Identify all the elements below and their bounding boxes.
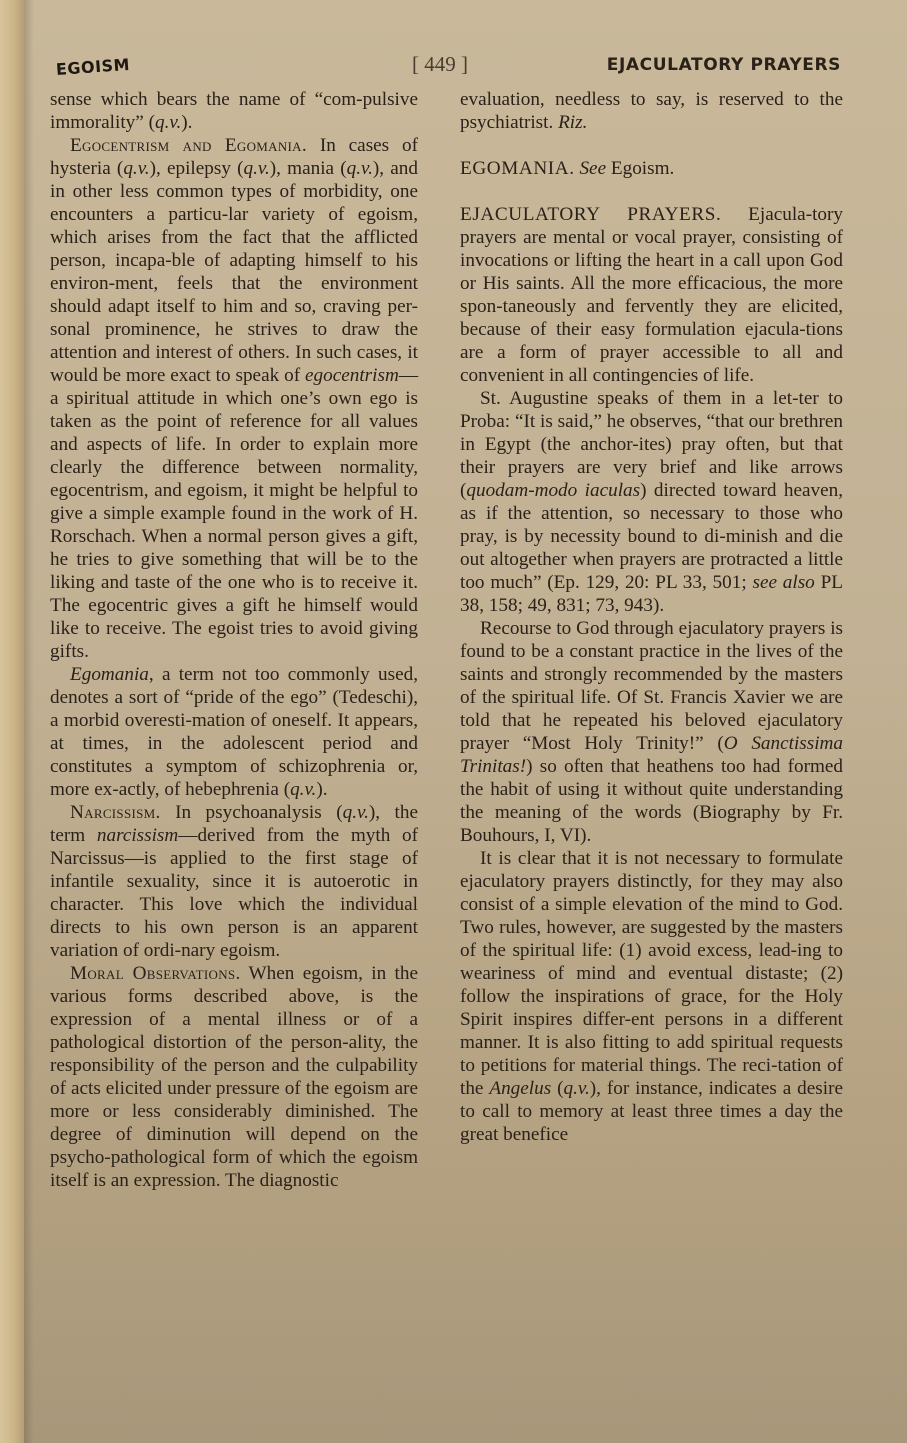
text: ( — [551, 1078, 564, 1099]
text: —derived from the myth of Narcissus—is applied to the first stage of infantile sexuality, since it is autoerotic in character. This love which the individual directs to his own person is an apparent variation of ordi-nary egoism. — [50, 825, 418, 961]
paragraph-continuation — [460, 88, 843, 134]
text: —a spiritual attitude in which one’s own ego is taken as the point of reference for all values and aspects of life. In order to explain more clearly the difference between normality, egocentrism, and egoism, it might be helpful to give a simple example found in the work of H. Rorschach. When a normal person gives a gift, he tries to give something that will be to the liking and taste of the one who is to receive it. The egocentric gives a gift he himself would like to receive. The egoist tries to avoid giving gifts. — [50, 365, 418, 662]
text: In psychoanalysis ( — [160, 802, 343, 823]
entry-ejaculatory-prayers — [460, 203, 843, 387]
left-column — [50, 88, 418, 1192]
paragraph-narcissism — [50, 801, 418, 962]
latin-phrase: O Sanctissima Trinitas! — [460, 733, 843, 777]
author-signature: Riz. — [558, 112, 588, 133]
paragraph-egocentrism — [50, 134, 418, 663]
running-head — [0, 52, 907, 82]
running-head-right: EJACULATORY PRAYERS — [606, 55, 841, 75]
text: ) so often that heathens too had formed the habit of using it without quite understanding the meaning of the words (Biography by Fr. Bouhours, I, VI). — [460, 756, 843, 846]
italic-term: narcissism — [96, 825, 179, 846]
text: It is clear that it is not necessary to formulate ejaculatory prayers distinctly, for they may also consist of a simple elevation of the mind to God. Two rules, however, are suggested by the masters of the spiritual life: (1) avoid excess, lead-ing to weariness of mind and eventual distaste; (2) follow the inspirations of grace, for the Holy Spirit inspires differ-ent persons in a different manner. It is also fitting to add spiritual requests to petitions for material things. The reci-tation of the — [460, 848, 843, 1099]
text: ). — [181, 112, 193, 133]
book-spine-edge — [0, 0, 24, 1443]
text: sense which bears the name of “com-pulsive immorality” ( — [50, 89, 418, 133]
entry-egomania — [460, 157, 843, 180]
cross-reference: q.v. — [342, 802, 369, 823]
text: When egoism, in the various forms described above, is the expression of a mental illness or of a pathological distortion of the person-ality, the responsibility of the person and the culpability of acts elicited under pressure of the egoism are more or less considerably diminished. The degree of diminution will depend on the psycho-pathological form of which the egoism itself is an expression. The diagnostic — [50, 963, 418, 1191]
italic-term: egocentrism — [305, 365, 399, 386]
italic-term: Angelus — [489, 1078, 552, 1099]
section-heading: Egocentrism and Egomania. — [70, 135, 307, 156]
entry-headword: EJACULATORY PRAYERS. — [460, 204, 722, 225]
text: ), for instance, indicates a desire to call to memory at least three times a day the great benefice — [460, 1078, 843, 1145]
latin-phrase: quodam-modo iaculas — [466, 480, 641, 501]
page-number: [ 449 ] — [412, 52, 468, 76]
cross-reference: q.v. — [346, 158, 373, 179]
paragraph-moral-observations — [50, 962, 418, 1192]
text: ), and in other less common types of morbidity, one encounters a particu-lar variety of egoism, which arises from the fact that the afflicted person, incapa-ble of adapting himself to his environ-ment, feels that the environment should adapt itself to him and so, craving per-sonal prominence, he strives to draw the attention and interest of others. In such cases, it would be more exact to speak of — [50, 158, 418, 386]
see-reference: See — [579, 158, 607, 179]
cross-reference: q.v. — [243, 158, 270, 179]
italic-term: Egomania — [70, 664, 149, 685]
text: ), epilepsy ( — [149, 158, 244, 179]
text: evaluation, needless to say, is reserved to the psychiatrist. — [460, 89, 843, 133]
text: Recourse to God through ejaculatory prayers is found to be a constant practice in the lives of the saints and strongly recommended by the masters of the spiritual life. Of St. Francis Xavier we are told that he repeated his beloved ejaculatory prayer “Most Holy Trinity!” ( — [460, 618, 843, 754]
text: In cases of hysteria ( — [50, 135, 418, 179]
text: Ejacula-tory prayers are mental or vocal prayer, consisting of invocations or lifting the heart in a call upon God or His saints. All the more efficacious, the more spon-taneously and fervently they are elicited, because of their easy formulation ejacula-tions are a form of prayer accessible to all and convenient in all contingencies of life. — [460, 204, 843, 386]
see-also-reference: see also — [752, 572, 815, 593]
entry-headword: EGOMANIA. — [460, 158, 575, 179]
text: ) directed toward heaven, as if the attention, so necessary to those who pray, is by necessity bound to di-minish and die out altogether when prayers are protracted a little too much” (Ep. 129, 20: PL 33, 501; — [460, 480, 843, 593]
text: St. Augustine speaks of them in a let-ter to Proba: “It is said,” he observes, “that our brethren in Egypt (the anchor-ites) pray often, but that their prayers are very brief and like arrows ( — [460, 388, 843, 501]
gutter-shadow — [24, 0, 34, 1443]
section-heading: Moral Observations. — [70, 963, 241, 984]
paragraph-rules — [460, 847, 843, 1146]
text: ), the term — [50, 802, 418, 846]
section-heading: Narcissism. — [70, 802, 161, 823]
cross-reference: q.v. — [123, 158, 150, 179]
cross-reference: q.v. — [154, 112, 182, 133]
right-column — [460, 88, 843, 1146]
paragraph-recourse — [460, 617, 843, 847]
text: ), mania ( — [269, 158, 347, 179]
paragraph-augustine — [460, 387, 843, 617]
paragraph-continuation — [50, 88, 418, 134]
text: ). — [316, 779, 328, 800]
text: PL 38, 158; 49, 831; 73, 943). — [460, 572, 843, 616]
text: , a term not too commonly used, denotes a sort of “pride of the ego” (Tedeschi), a morbid overesti-mation of oneself. It appears, at times, in the adolescent period and constitutes a symptom of schizophrenia or, more ex-actly, of hebephrenia ( — [50, 664, 418, 800]
cross-reference-target: Egoism. — [606, 158, 675, 179]
cross-reference: q.v. — [290, 779, 317, 800]
running-head-left: EGOISM — [55, 54, 131, 79]
paragraph-egomania — [50, 663, 418, 801]
cross-reference: q.v. — [563, 1078, 590, 1099]
